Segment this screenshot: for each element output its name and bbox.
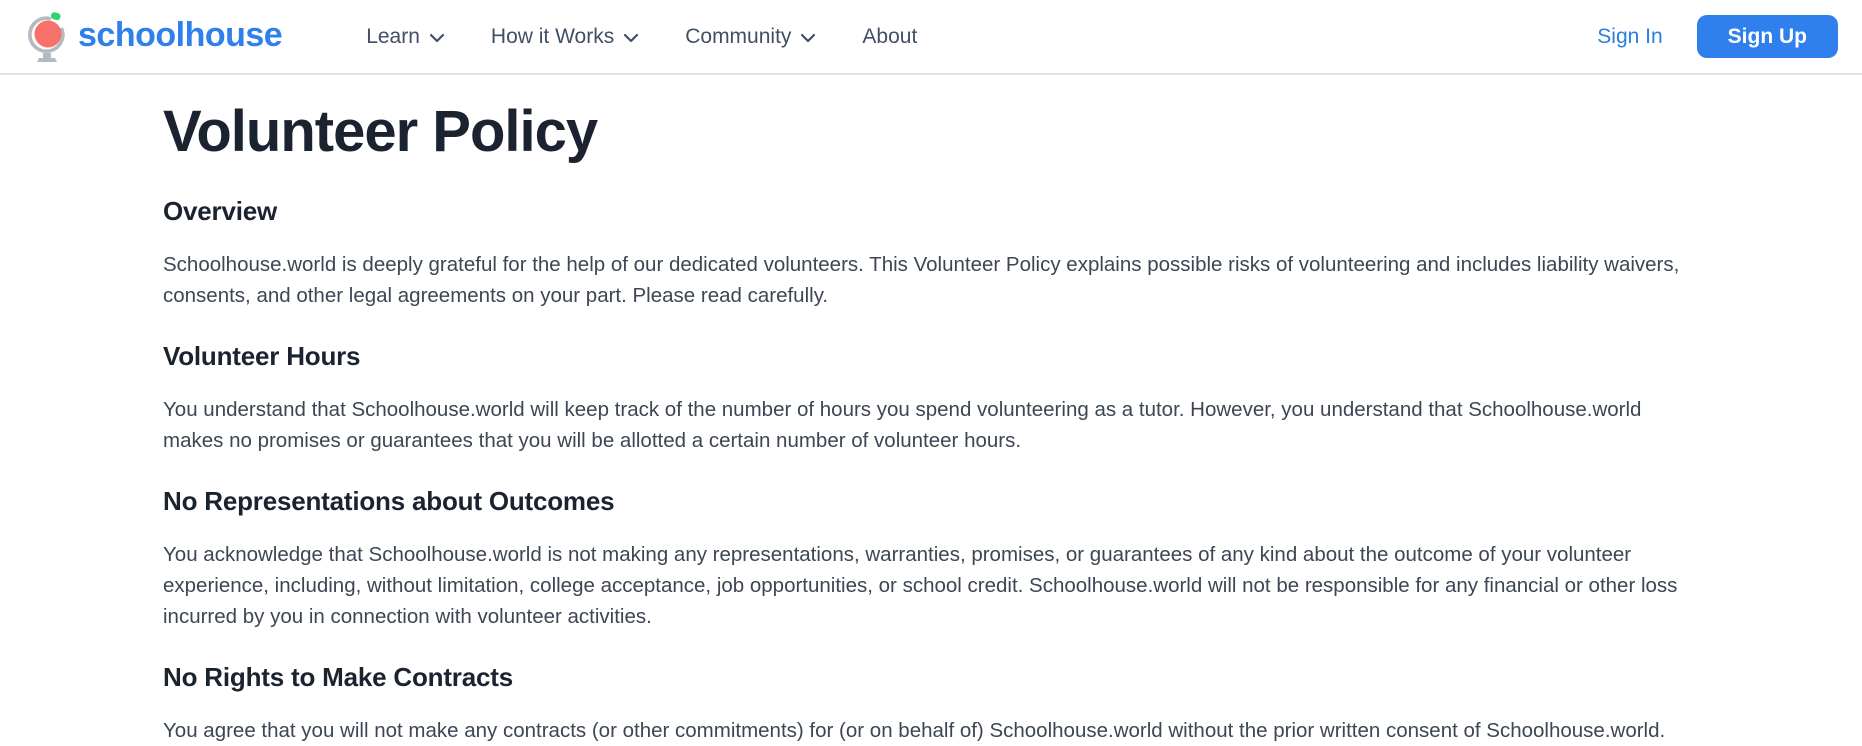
main-nav <box>366 26 917 47</box>
section-body: You understand that Schoolhouse.world will keep track of the number of hours you spend volunteering as a tutor. However, you understand that Schoolhouse.world makes no promises or guarantees that you will be allotted a certain number of volunteer hours. <box>163 397 1642 452</box>
section-body: You agree that you will not make any contracts (or other commitments) for (or on behalf of) Schoolhouse.world without the prior written consent of Schoolhouse.world. <box>163 718 1666 742</box>
nav-item-label: Learn <box>366 25 420 48</box>
section-heading: No Representations about Outcomes <box>163 485 615 516</box>
logo-wordmark: schoolhouse <box>78 15 283 54</box>
top-navigation-bar <box>0 0 1862 75</box>
section-heading: Overview <box>163 195 278 226</box>
nav-item-label: Community <box>685 25 792 48</box>
sign-in-link[interactable]: Sign In <box>1597 24 1663 48</box>
nav-item-label: About <box>862 25 918 48</box>
section-overview <box>163 196 1690 311</box>
chevron-down-icon <box>623 33 639 43</box>
section-volunteer-hours <box>163 341 1690 456</box>
policy-content <box>0 99 1862 746</box>
schoolhouse-logo[interactable] <box>26 12 282 62</box>
auth-actions <box>1597 15 1838 58</box>
globe-apple-icon <box>26 12 68 62</box>
nav-item-how-it-works[interactable] <box>491 26 639 47</box>
page-title: Volunteer Policy <box>163 99 598 164</box>
chevron-down-icon <box>429 33 445 43</box>
nav-item-about[interactable] <box>862 26 917 47</box>
section-no-representations <box>163 486 1690 632</box>
section-heading: No Rights to Make Contracts <box>163 661 513 692</box>
section-no-rights-contracts <box>163 662 1690 746</box>
sign-up-button[interactable]: Sign Up <box>1697 15 1838 58</box>
chevron-down-icon <box>800 33 816 43</box>
section-body: You acknowledge that Schoolhouse.world is not making any representations, warranties, promises, or guarantees of any kind about the outcome of your volunteer experience, including, without limitation, college acceptance, job opportunities, or school credit. Schoolhouse.world will not be responsible for any financial or other loss incurred by you in connection with volunteer activities. <box>163 542 1678 628</box>
nav-item-label: How it Works <box>490 25 615 48</box>
section-heading: Volunteer Hours <box>163 340 361 371</box>
nav-item-learn[interactable] <box>366 26 445 47</box>
section-body: Schoolhouse.world is deeply grateful for the help of our dedicated volunteers. This Volunteer Policy explains possible risks of volunteering and includes liability waivers, consents, and other legal agreements on your part. Please read carefully. <box>163 252 1680 307</box>
nav-item-community[interactable] <box>685 26 816 47</box>
